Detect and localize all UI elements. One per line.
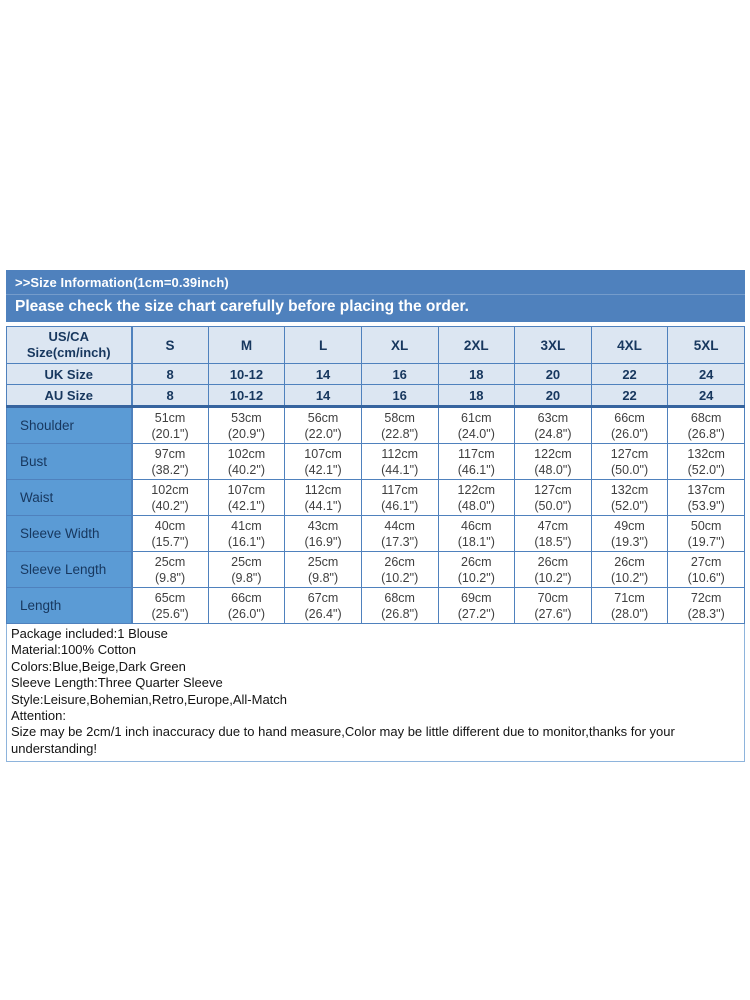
cm-value: 117cm [458, 446, 495, 461]
size-chart-table [6, 326, 745, 624]
measurement-row [7, 588, 745, 624]
measurement-cell [132, 552, 209, 588]
cm-value: 50cm [690, 518, 722, 533]
measurement-label: Sleeve Width [7, 516, 132, 552]
region-size-value: 18 [438, 364, 515, 385]
region-size-value: 22 [591, 364, 668, 385]
measurement-cell [285, 480, 362, 516]
measurement-label: Length [7, 588, 132, 624]
inch-value: (24.8") [534, 426, 572, 441]
measurement-cell [438, 552, 515, 588]
cm-value: 137cm [687, 482, 725, 497]
region-size-value: 10-12 [208, 364, 285, 385]
detail-line: Material:100% Cotton [11, 642, 137, 658]
inch-value: (16.9") [304, 534, 342, 549]
detail-line: Style:Leisure,Bohemian,Retro,Europe,All-Match [11, 691, 288, 707]
size-info-title: >>Size Information(1cm=0.39inch) [15, 275, 229, 290]
measurement-cell [591, 552, 668, 588]
region-size-value: 16 [361, 364, 438, 385]
measurement-cell [438, 480, 515, 516]
detail-line: Attention: [11, 708, 66, 724]
inch-value: (40.2") [227, 462, 265, 477]
measurement-cell [208, 588, 285, 624]
cm-value: 70cm [537, 590, 569, 605]
inch-value: (50.0") [611, 462, 649, 477]
measurement-cell [668, 407, 745, 444]
inch-value: (40.2") [151, 498, 189, 513]
measurement-cell [132, 480, 209, 516]
cm-value: 107cm [227, 482, 266, 497]
cm-value: 49cm [614, 518, 645, 533]
inch-value: (48.0") [534, 462, 572, 477]
cm-value: 25cm [154, 554, 186, 569]
cm-value: 63cm [537, 410, 569, 425]
inch-value: (26.8") [381, 606, 419, 621]
measurement-cell [591, 588, 668, 624]
measurement-cell [591, 444, 668, 480]
measurement-cell [208, 516, 285, 552]
measurement-row [7, 516, 745, 552]
cm-value: 66cm [614, 410, 645, 425]
size-check-notice: Please check the size chart carefully before placing the order. [6, 294, 745, 322]
inch-value: (26.4") [304, 606, 342, 621]
cm-value: 58cm [384, 410, 415, 425]
measurement-label: Shoulder [7, 407, 132, 444]
inch-value: (9.8") [231, 570, 262, 585]
measurement-cell [208, 407, 285, 444]
uk-size-row [7, 364, 745, 385]
measurement-cell [361, 588, 438, 624]
inch-value: (24.0") [457, 426, 495, 441]
inch-value: (46.1") [457, 462, 495, 477]
cm-value: 127cm [534, 482, 572, 497]
cm-value: 102cm [151, 482, 189, 497]
measurement-label: Bust [7, 444, 132, 480]
cm-value: 43cm [307, 518, 339, 533]
measurement-cell [438, 444, 515, 480]
measurement-cell [515, 516, 592, 552]
cm-value: 26cm [461, 554, 492, 569]
measurement-cell [285, 444, 362, 480]
inch-value: (26.8") [687, 426, 725, 441]
inch-value: (17.3") [381, 534, 419, 549]
measurement-label: Sleeve Length [7, 552, 132, 588]
cm-value: 132cm [687, 446, 725, 461]
measurement-cell [438, 588, 515, 624]
uk-size-label: UK Size [7, 364, 132, 385]
measurement-cell [285, 516, 362, 552]
size-header-cell: 4XL [591, 327, 668, 364]
measurement-cell [208, 444, 285, 480]
inch-value: (20.9") [227, 426, 265, 441]
inch-value: (28.0") [611, 606, 649, 621]
region-size-value: 22 [591, 385, 668, 407]
measurement-cell [668, 444, 745, 480]
measurement-cell [515, 552, 592, 588]
measurement-body [7, 407, 745, 624]
cm-value: 122cm [534, 446, 572, 461]
measurement-cell [285, 552, 362, 588]
cm-value: 41cm [231, 518, 262, 533]
inch-value: (10.6") [687, 570, 725, 585]
inch-value: (42.1") [227, 498, 265, 513]
inch-value: (44.1") [381, 462, 419, 477]
size-header-cell: S [132, 327, 209, 364]
size-header-cell: 2XL [438, 327, 515, 364]
cm-value: 56cm [307, 410, 339, 425]
size-header-cell: M [208, 327, 285, 364]
measurement-cell [668, 552, 745, 588]
inch-value: (44.1") [304, 498, 342, 513]
cm-value: 112cm [381, 446, 418, 461]
cm-value: 25cm [307, 554, 339, 569]
measurement-cell [515, 588, 592, 624]
measurement-cell [361, 552, 438, 588]
inch-value: (27.6") [534, 606, 572, 621]
measurement-cell [668, 516, 745, 552]
measurement-row [7, 480, 745, 516]
measurement-cell [591, 516, 668, 552]
product-details [6, 624, 745, 762]
corner-header [7, 327, 132, 364]
inch-value: (52.0") [687, 462, 725, 477]
inch-value: (19.3") [611, 534, 649, 549]
measurement-cell [361, 407, 438, 444]
inch-value: (38.2") [151, 462, 189, 477]
detail-line: Package included:1 Blouse [11, 626, 168, 641]
cm-value: 72cm [690, 590, 722, 605]
measurement-cell [132, 588, 209, 624]
corner-header-line2: Size(cm/inch) [26, 345, 111, 360]
cm-value: 65cm [154, 590, 186, 605]
size-header-row [7, 327, 745, 364]
measurement-cell [515, 480, 592, 516]
region-size-value: 24 [668, 385, 745, 407]
region-size-value: 16 [361, 385, 438, 407]
cm-value: 69cm [461, 590, 492, 605]
size-header-cell: 5XL [668, 327, 745, 364]
inch-value: (46.1") [381, 498, 419, 513]
region-size-value: 8 [132, 385, 209, 407]
cm-value: 112cm [304, 482, 342, 497]
inch-value: (28.3") [687, 606, 725, 621]
cm-value: 44cm [384, 518, 415, 533]
inch-value: (22.0") [304, 426, 342, 441]
cm-value: 53cm [231, 410, 262, 425]
cm-value: 67cm [307, 590, 339, 605]
measurement-cell [285, 407, 362, 444]
measurement-cell [361, 444, 438, 480]
inch-value: (15.7") [151, 534, 189, 549]
cm-value: 71cm [614, 590, 645, 605]
measurement-cell [361, 516, 438, 552]
cm-value: 102cm [227, 446, 266, 461]
cm-value: 132cm [610, 482, 649, 497]
cm-value: 26cm [537, 554, 569, 569]
measurement-cell [591, 407, 668, 444]
measurement-cell [668, 588, 745, 624]
cm-value: 68cm [690, 410, 722, 425]
cm-value: 46cm [461, 518, 492, 533]
measurement-cell [208, 552, 285, 588]
inch-value: (9.8") [307, 570, 339, 585]
measurement-row [7, 552, 745, 588]
measurement-cell [515, 407, 592, 444]
inch-value: (50.0") [534, 498, 572, 513]
detail-line: Size may be 2cm/1 inch inaccuracy due to hand measure,Color may be little different due to monitor,thanks for your understanding! [11, 724, 675, 756]
region-size-value: 20 [515, 364, 592, 385]
cm-value: 40cm [154, 518, 186, 533]
size-header-cell: XL [361, 327, 438, 364]
inch-value: (10.2") [381, 570, 419, 585]
cm-value: 47cm [537, 518, 569, 533]
inch-value: (26.0") [227, 606, 265, 621]
region-size-value: 14 [285, 385, 362, 407]
inch-value: (25.6") [151, 606, 189, 621]
cm-value: 51cm [154, 410, 186, 425]
cm-value: 27cm [690, 554, 722, 569]
measurement-row [7, 444, 745, 480]
measurement-cell [438, 516, 515, 552]
measurement-cell [361, 480, 438, 516]
cm-value: 26cm [384, 554, 415, 569]
inch-value: (9.8") [154, 570, 186, 585]
detail-line: Colors:Blue,Beige,Dark Green [11, 658, 186, 674]
region-size-value: 8 [132, 364, 209, 385]
inch-value: (22.8") [381, 426, 419, 441]
cm-value: 117cm [381, 482, 418, 497]
size-chart-page [6, 270, 745, 762]
measurement-cell [438, 407, 515, 444]
measurement-cell [132, 407, 209, 444]
measurement-cell [668, 480, 745, 516]
measurement-cell [591, 480, 668, 516]
inch-value: (10.2") [457, 570, 495, 585]
measurement-cell [285, 588, 362, 624]
cm-value: 97cm [154, 446, 186, 461]
size-header-cell: L [285, 327, 362, 364]
cm-value: 68cm [384, 590, 415, 605]
region-size-value: 20 [515, 385, 592, 407]
measurement-cell [132, 444, 209, 480]
cm-value: 122cm [457, 482, 496, 497]
corner-header-line1: US/CA [48, 329, 89, 344]
inch-value: (53.9") [687, 498, 725, 513]
inch-value: (20.1") [151, 426, 189, 441]
inch-value: (26.0") [611, 426, 649, 441]
detail-line: Sleeve Length:Three Quarter Sleeve [11, 675, 223, 691]
cm-value: 127cm [610, 446, 649, 461]
inch-value: (52.0") [611, 498, 649, 513]
cm-value: 61cm [461, 410, 492, 425]
cm-value: 25cm [231, 554, 262, 569]
inch-value: (16.1") [227, 534, 265, 549]
inch-value: (10.2") [534, 570, 572, 585]
measurement-cell [515, 444, 592, 480]
inch-value: (18.1") [457, 534, 495, 549]
size-info-banner [6, 270, 745, 322]
measurement-row [7, 407, 745, 444]
inch-value: (10.2") [611, 570, 649, 585]
cm-value: 66cm [231, 590, 262, 605]
inch-value: (19.7") [687, 534, 725, 549]
cm-value: 26cm [614, 554, 645, 569]
size-header-cell: 3XL [515, 327, 592, 364]
measurement-label: Waist [7, 480, 132, 516]
cm-value: 107cm [304, 446, 342, 461]
inch-value: (48.0") [457, 498, 495, 513]
measurement-cell [132, 516, 209, 552]
region-size-value: 24 [668, 364, 745, 385]
region-size-value: 10-12 [208, 385, 285, 407]
region-size-value: 14 [285, 364, 362, 385]
inch-value: (18.5") [534, 534, 572, 549]
inch-value: (42.1") [304, 462, 342, 477]
au-size-row [7, 385, 745, 407]
region-size-value: 18 [438, 385, 515, 407]
au-size-label: AU Size [7, 385, 132, 407]
measurement-cell [208, 480, 285, 516]
inch-value: (27.2") [457, 606, 495, 621]
